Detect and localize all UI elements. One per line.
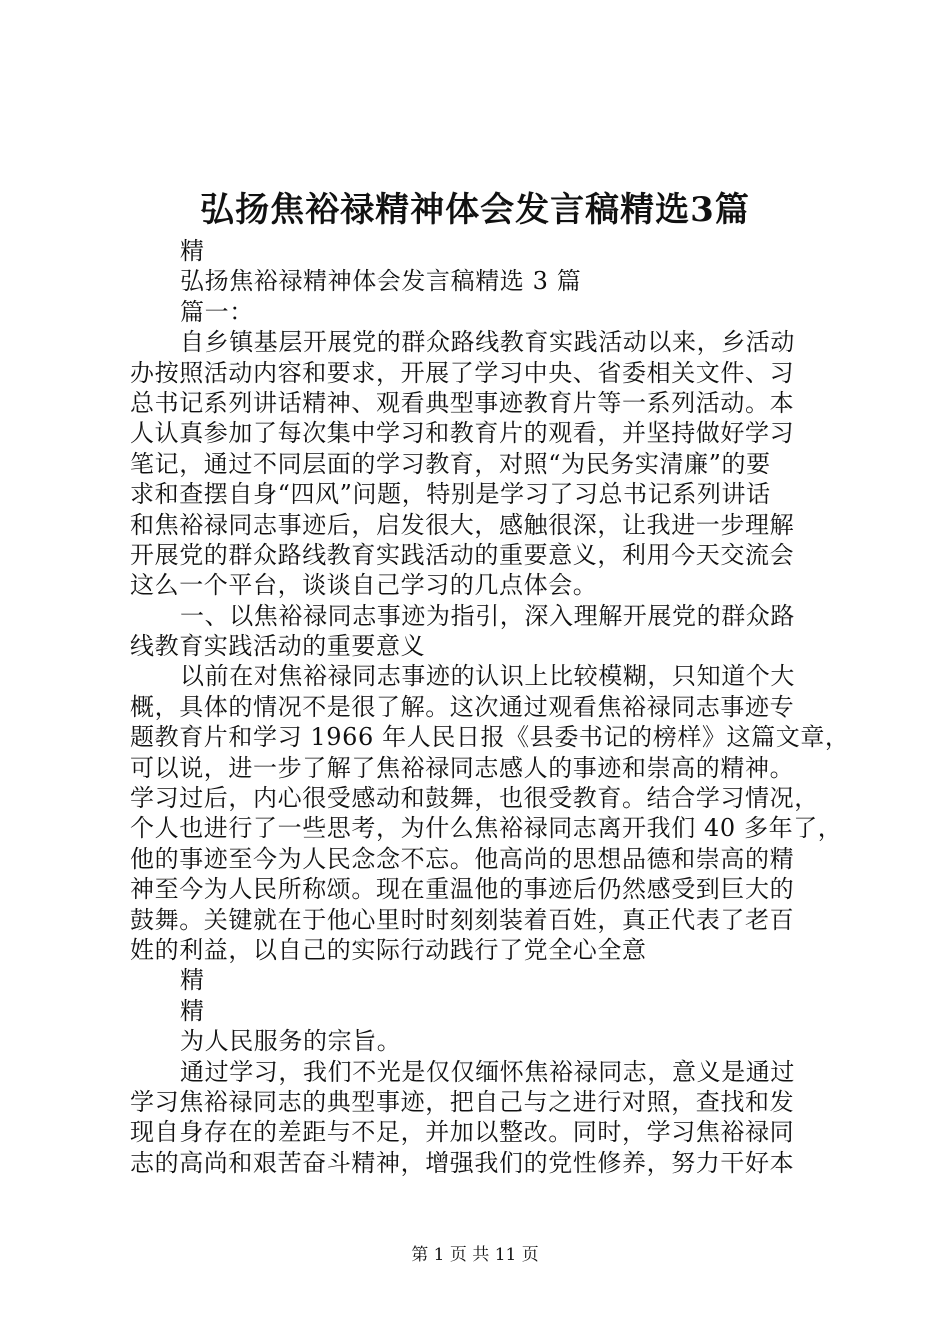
text-line: 精 xyxy=(180,996,205,1025)
text-line: 题教育片和学习 1966 年人民日报《县委书记的榜样》这篇文章， xyxy=(130,723,850,752)
text-line: 他的事迹至今为人民念念不忘。他高尚的思想品德和崇高的精 xyxy=(130,844,795,873)
page-footer: 第 1 页 共 11 页 xyxy=(411,1245,539,1265)
text-line: 人认真参加了每次集中学习和教育片的观看，并坚持做好学习 xyxy=(130,419,795,448)
text-line: 志的高尚和艰苦奋斗精神，增强我们的党性修养，努力干好本 xyxy=(130,1148,795,1177)
text-line: 这么一个平台，谈谈自己学习的几点体会。 xyxy=(130,571,598,600)
text-line: 神至今为人民所称颂。现在重温他的事迹后仍然感受到巨大的 xyxy=(130,875,795,904)
text-line: 精 xyxy=(180,237,205,265)
text-line: 弘扬焦裕禄精神体会发言稿精选 3 篇 xyxy=(180,267,582,296)
text-line: 鼓舞。关键就在于他心里时时刻刻装着百姓，真正代表了老百 xyxy=(130,905,795,934)
text-line: 总书记系列讲话精神、观看典型事迹教育片等一系列活动。本 xyxy=(130,388,795,417)
text-line: 概，具体的情况不是很了解。这次通过观看焦裕禄同志事迹专 xyxy=(130,692,795,721)
text-line: 为人民服务的宗旨。 xyxy=(180,1027,402,1056)
text-line: 精 xyxy=(180,966,205,995)
document-title: 弘扬焦裕禄精神体会发言稿精选3篇 xyxy=(200,190,750,230)
text-line: 以前在对焦裕禄同志事迹的认识上比较模糊，只知道个大 xyxy=(180,662,795,691)
text-line: 个人也进行了一些思考，为什么焦裕禄同志离开我们 40 多年了， xyxy=(130,814,843,843)
text-line: 学习过后，内心很受感动和鼓舞，也很受教育。结合学习情况， xyxy=(130,784,819,813)
text-line: 线教育实践活动的重要意义 xyxy=(130,632,426,661)
text-line: 一、以焦裕禄同志事迹为指引，深入理解开展党的群众路 xyxy=(180,601,795,630)
text-line: 篇一： xyxy=(180,297,254,326)
document-body xyxy=(130,236,850,1178)
text-line: 开展党的群众路线教育实践活动的重要意义，利用今天交流会 xyxy=(130,540,795,569)
text-line: 求和查摆自身“四风”问题，特别是学习了习总书记系列讲话 xyxy=(130,480,771,509)
text-line: 笔记，通过不同层面的学习教育，对照“为民务实清廉”的要 xyxy=(130,449,771,478)
text-line: 姓的利益，以自己的实际行动践行了党全心全意 xyxy=(130,935,647,964)
text-line: 可以说，进一步了解了焦裕禄同志感人的事迹和崇高的精神。 xyxy=(130,753,795,782)
text-line: 现自身存在的差距与不足，并加以整改。同时，学习焦裕禄同 xyxy=(130,1118,795,1147)
text-line: 办按照活动内容和要求，开展了学习中央、省委相关文件、习 xyxy=(130,358,795,387)
text-line: 自乡镇基层开展党的群众路线教育实践活动以来，乡活动 xyxy=(180,328,795,357)
text-line: 和焦裕禄同志事迹后，启发很大，感触很深，让我进一步理解 xyxy=(130,510,795,539)
text-line: 学习焦裕禄同志的典型事迹，把自己与之进行对照，查找和发 xyxy=(130,1087,795,1116)
text-line: 通过学习，我们不光是仅仅缅怀焦裕禄同志，意义是通过 xyxy=(180,1057,795,1086)
